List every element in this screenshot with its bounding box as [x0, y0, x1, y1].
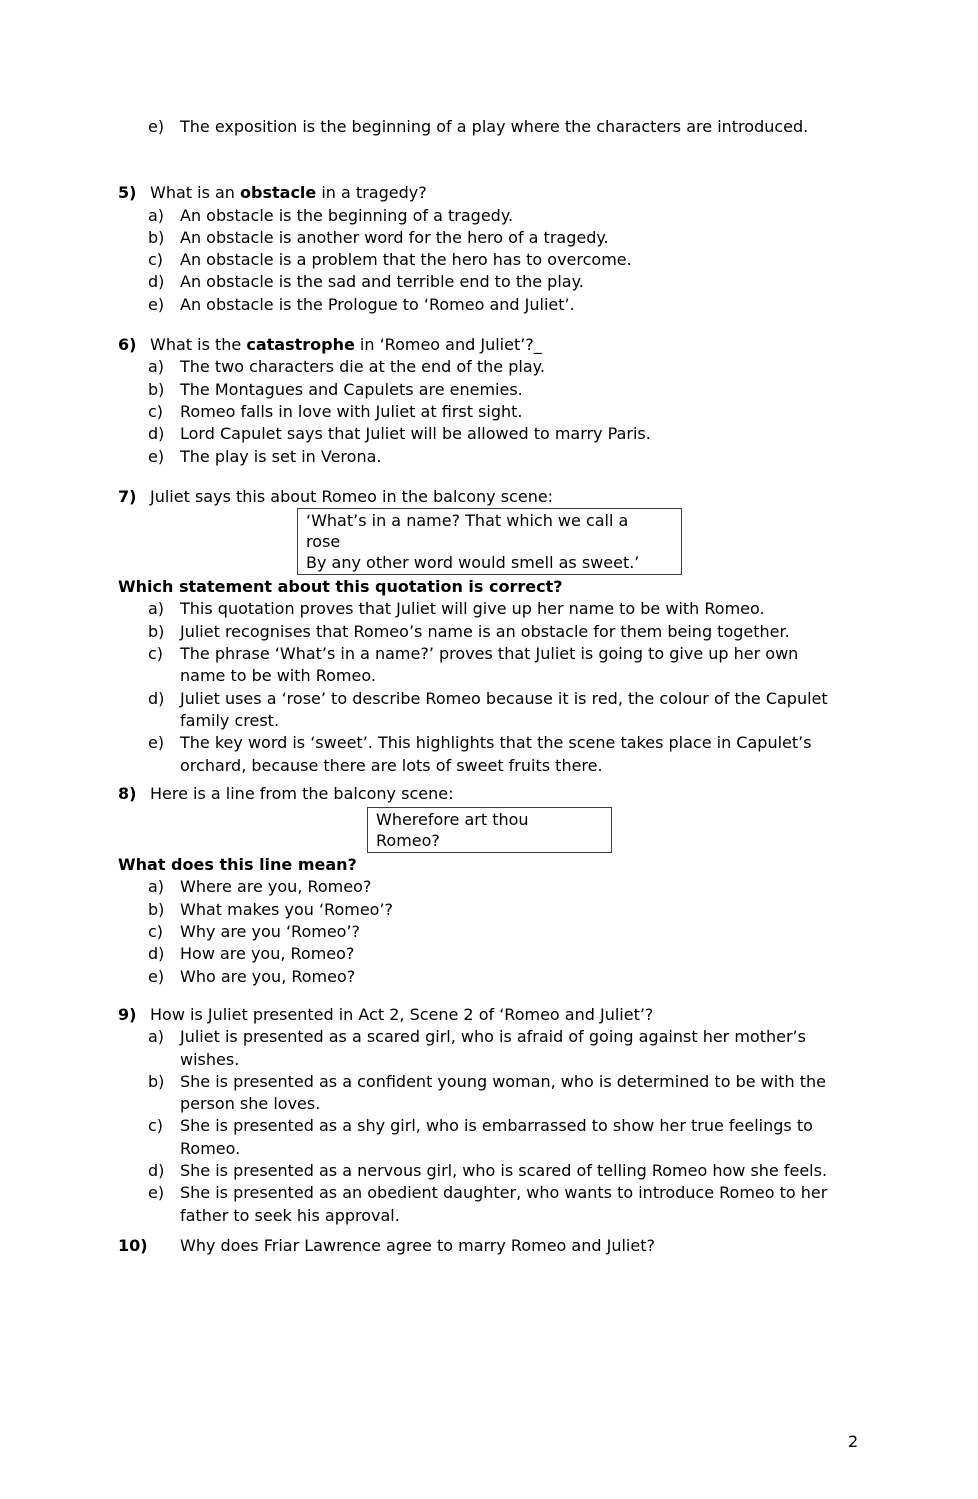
question-9-option-e: [148, 1182, 840, 1227]
option-text: The Montagues and Capulets are enemies.: [180, 379, 523, 399]
option-text: The play is set in Verona.: [180, 446, 382, 466]
quote-line: By any other word would smell as sweet.’: [306, 553, 640, 573]
question-5-header-bold: obstacle: [240, 183, 317, 203]
question-8-option-b: [148, 899, 840, 921]
option-text: Where are you, Romeo?: [180, 877, 372, 897]
question-5-header-post: in a tragedy?: [316, 183, 427, 203]
question-6: [118, 334, 840, 468]
question-5-option-a: [148, 205, 840, 227]
question-8-header-row: [118, 783, 840, 805]
option-letter: a): [148, 205, 165, 225]
quote-line: Romeo?: [376, 831, 440, 851]
quote-line: rose: [306, 532, 341, 552]
option-text: The exposition is the beginning of a play where the characters are introduced.: [180, 117, 809, 136]
question-10-header-row: [118, 1235, 840, 1257]
option-text: She is presented as an obedient daughter, who wants to introduce Romeo to her father to seek his approval.: [180, 1183, 828, 1225]
question-9-option-b: [148, 1071, 840, 1116]
option-letter: c): [148, 922, 164, 942]
option-letter: c): [148, 401, 164, 421]
option-text: An obstacle is a problem that the hero has to overcome.: [180, 250, 632, 270]
question-7-option-e: [148, 732, 840, 777]
question-6-header: [150, 334, 840, 356]
question-8-subheading: What does this line mean?: [118, 855, 357, 875]
question-6-option-d: [148, 423, 840, 445]
option-letter: e): [148, 966, 165, 986]
question-9-option-c: [148, 1115, 840, 1160]
question-5-option-d: [148, 271, 840, 293]
option-text: Who are you, Romeo?: [180, 966, 356, 986]
intro-option-row: [148, 116, 840, 138]
option-letter: c): [148, 250, 164, 270]
option-text: An obstacle is the beginning of a tragedy.: [180, 205, 514, 225]
option-text: She is presented as a shy girl, who is embarrassed to show her true feelings to Romeo.: [180, 1116, 813, 1158]
question-5-option-b: [148, 227, 840, 249]
option-letter: e): [148, 1183, 165, 1203]
option-text: Romeo falls in love with Juliet at first sight.: [180, 401, 523, 421]
question-9-number: 9): [118, 1004, 137, 1024]
quote-box-8: [367, 807, 612, 853]
option-text: She is presented as a confident young woman, who is determined to be with the person she loves.: [180, 1071, 826, 1114]
question-6-number: 6): [118, 335, 137, 355]
question-5: [118, 182, 840, 316]
option-letter: a): [148, 1027, 165, 1047]
quote-box-7: [297, 508, 682, 575]
question-6-header-pre: What is the: [150, 335, 247, 355]
option-text: The phrase ‘What’s in a name?’ proves that Juliet is going to give up her own name to be with Romeo.: [180, 644, 799, 686]
question-7: [118, 486, 840, 777]
page-content: [118, 116, 840, 1257]
question-6-option-c: [148, 401, 840, 423]
quote-line: Wherefore art thou: [376, 810, 529, 830]
question-5-header-row: [118, 182, 840, 204]
question-5-option-e: [148, 294, 840, 316]
option-letter: b): [148, 227, 165, 247]
question-5-number: 5): [118, 183, 137, 203]
question-9: [118, 1004, 840, 1227]
option-letter: e): [148, 117, 165, 136]
question-7-subheading: Which statement about this quotation is correct?: [118, 577, 563, 597]
question-7-number: 7): [118, 486, 137, 506]
option-text: This quotation proves that Juliet will give up her name to be with Romeo.: [180, 599, 765, 619]
question-8-number: 8): [118, 783, 137, 803]
option-letter: d): [148, 424, 165, 444]
option-letter: d): [148, 272, 165, 292]
question-10-header: Why does Friar Lawrence agree to marry Romeo and Juliet?: [180, 1235, 655, 1255]
question-6-option-b: [148, 379, 840, 401]
option-letter: e): [148, 733, 165, 753]
option-text: She is presented as a nervous girl, who is scared of telling Romeo how she feels.: [180, 1160, 828, 1180]
option-letter: d): [148, 688, 165, 708]
option-letter: e): [148, 294, 165, 314]
option-letter: a): [148, 877, 165, 897]
option-letter: b): [148, 1071, 165, 1091]
question-8: [118, 783, 840, 988]
document-page: [0, 116, 978, 1499]
option-text: An obstacle is the Prologue to ‘Romeo and Juliet’.: [180, 294, 575, 314]
option-letter: c): [148, 644, 164, 664]
question-9-header: How is Juliet presented in Act 2, Scene 2 of ‘Romeo and Juliet’?: [150, 1004, 654, 1024]
question-7-header: Juliet says this about Romeo in the balcony scene:: [150, 486, 554, 506]
option-text: Juliet recognises that Romeo’s name is an obstacle for them being together.: [180, 621, 790, 641]
question-5-option-c: [148, 249, 840, 271]
option-text: Juliet is presented as a scared girl, who is afraid of going against her mother’s wishes.: [180, 1027, 806, 1069]
question-7-option-b: [148, 621, 840, 643]
question-5-header: [150, 182, 840, 204]
page-number: 2: [848, 1432, 859, 1451]
question-6-option-a: [148, 356, 840, 378]
option-text: An obstacle is another word for the hero of a tragedy.: [180, 227, 609, 247]
question-10-number: 10): [118, 1235, 148, 1255]
quote-line: ‘What’s in a name? That which we call a: [306, 511, 629, 531]
option-letter: d): [148, 944, 165, 964]
option-text: Why are you ‘Romeo’?: [180, 922, 361, 942]
question-7-option-c: [148, 643, 840, 688]
question-5-header-pre: What is an: [150, 183, 241, 203]
question-7-header-row: [118, 486, 840, 508]
option-text: Juliet uses a ‘rose’ to describe Romeo because it is red, the colour of the Capulet family crest.: [180, 688, 828, 730]
option-text: An obstacle is the sad and terrible end to the play.: [180, 272, 584, 292]
question-8-option-e: [148, 966, 840, 988]
question-9-header-row: [118, 1004, 840, 1026]
question-8-option-c: [148, 921, 840, 943]
option-letter: d): [148, 1160, 165, 1180]
question-6-header-row: [118, 334, 840, 356]
option-letter: a): [148, 357, 165, 377]
option-text: The key word is ‘sweet’. This highlights that the scene takes place in Capulet’s orchard, because there are lots of sweet fruits there.: [180, 733, 812, 775]
option-letter: b): [148, 379, 165, 399]
question-6-header-post: in ‘Romeo and Juliet’?_: [354, 335, 542, 355]
option-letter: a): [148, 599, 165, 619]
question-8-option-d: [148, 943, 840, 965]
option-letter: c): [148, 1116, 164, 1136]
question-7-option-a: [148, 598, 840, 620]
question-8-option-a: [148, 876, 840, 898]
option-text: What makes you ‘Romeo’?: [180, 899, 394, 919]
option-text: The two characters die at the end of the play.: [180, 357, 545, 377]
question-10: [118, 1235, 840, 1257]
question-6-option-e: [148, 446, 840, 468]
option-text: How are you, Romeo?: [180, 944, 355, 964]
option-letter: b): [148, 621, 165, 641]
question-6-header-bold: catastrophe: [246, 335, 355, 355]
question-8-header: Here is a line from the balcony scene:: [150, 783, 454, 803]
option-letter: b): [148, 899, 165, 919]
option-text: Lord Capulet says that Juliet will be allowed to marry Paris.: [180, 424, 651, 444]
question-7-option-d: [148, 688, 840, 733]
question-9-option-a: [148, 1026, 840, 1071]
option-letter: e): [148, 446, 165, 466]
question-9-option-d: [148, 1160, 840, 1182]
